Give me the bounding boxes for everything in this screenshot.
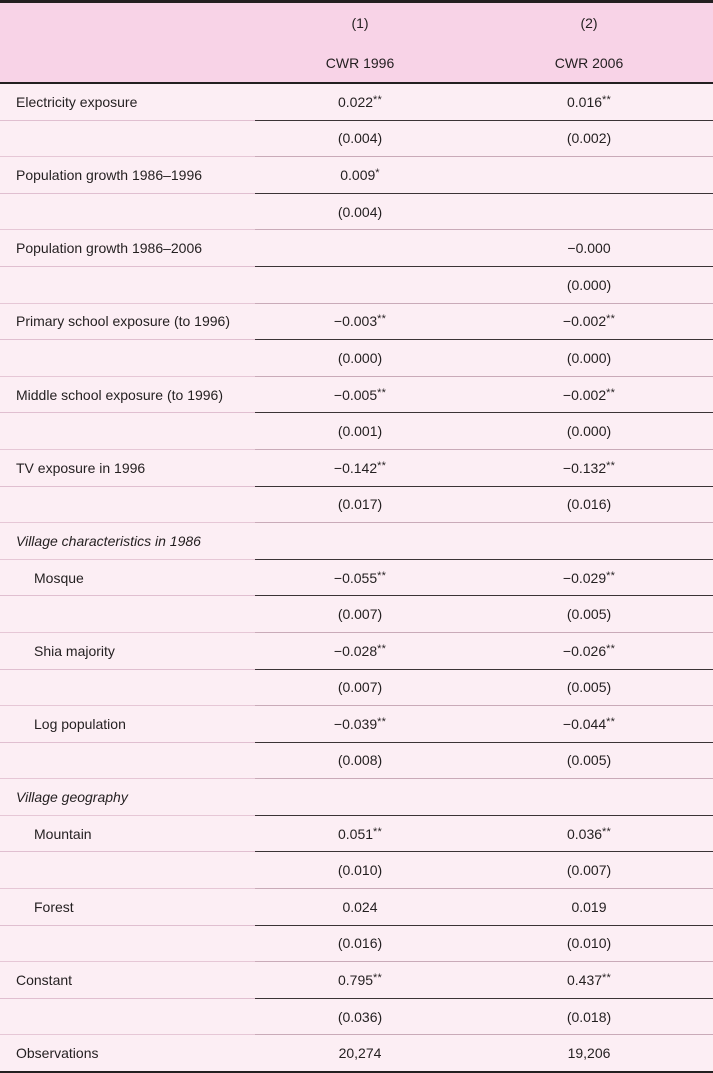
significance-stars: ** <box>377 569 387 582</box>
table-row <box>0 779 713 816</box>
coefficient-cell <box>255 230 485 267</box>
coefficient-cell: 0.022** <box>255 83 485 120</box>
coefficient-cell: −0.044** <box>485 706 713 743</box>
row-label: Constant <box>0 962 255 999</box>
coefficient-cell: 20,274 <box>255 1035 485 1072</box>
coefficient-cell: −0.039** <box>255 706 485 743</box>
table-row <box>0 523 713 560</box>
table-row <box>0 230 713 267</box>
coefficient-cell: 0.016** <box>485 83 713 120</box>
significance-stars: ** <box>606 313 616 326</box>
coefficient-cell: −0.142** <box>255 449 485 486</box>
section-heading: Village characteristics in 1986 <box>0 523 255 560</box>
table-row-standard-error <box>0 486 713 523</box>
table-row <box>0 1035 713 1072</box>
significance-stars: ** <box>377 386 387 399</box>
table-row <box>0 706 713 743</box>
row-label: Forest <box>0 889 255 926</box>
table-row-standard-error <box>0 596 713 633</box>
coefficient-cell: −0.003** <box>255 303 485 340</box>
coefficient-cell: 0.051** <box>255 815 485 852</box>
coefficient-cell: −0.002** <box>485 303 713 340</box>
table-row <box>0 632 713 669</box>
standard-error-cell: (0.036) <box>255 998 485 1035</box>
table-body <box>0 83 713 1072</box>
table-row-standard-error <box>0 742 713 779</box>
table-row-standard-error <box>0 193 713 230</box>
row-label-blank <box>0 669 255 706</box>
row-label-blank <box>0 742 255 779</box>
significance-stars: * <box>375 166 380 179</box>
standard-error-cell: (0.001) <box>255 413 485 450</box>
row-label: Log population <box>0 706 255 743</box>
row-label-blank <box>0 925 255 962</box>
significance-stars: ** <box>602 972 611 985</box>
coefficient-cell <box>485 779 713 816</box>
standard-error-cell: (0.010) <box>485 925 713 962</box>
table-row <box>0 815 713 852</box>
header-column-number-1: (1) <box>255 2 485 44</box>
coefficient-cell: 0.009* <box>255 157 485 194</box>
significance-stars: ** <box>373 972 382 985</box>
standard-error-cell: (0.005) <box>485 742 713 779</box>
coefficient-cell: −0.005** <box>255 376 485 413</box>
standard-error-cell: (0.000) <box>255 340 485 377</box>
significance-stars: ** <box>606 569 616 582</box>
section-heading: Village geography <box>0 779 255 816</box>
standard-error-cell: (0.016) <box>485 486 713 523</box>
row-label: Observations <box>0 1035 255 1072</box>
standard-error-cell: (0.002) <box>485 120 713 157</box>
significance-stars: ** <box>606 386 616 399</box>
row-label: Mosque <box>0 559 255 596</box>
standard-error-cell <box>255 266 485 303</box>
coefficient-cell: 0.036** <box>485 815 713 852</box>
coefficient-cell: −0.000 <box>485 230 713 267</box>
coefficient-cell <box>255 779 485 816</box>
row-label: Mountain <box>0 815 255 852</box>
standard-error-cell: (0.018) <box>485 998 713 1035</box>
coefficient-cell: 0.019 <box>485 889 713 926</box>
table-row-standard-error <box>0 852 713 889</box>
row-label-blank <box>0 998 255 1035</box>
table-row <box>0 449 713 486</box>
row-label-blank <box>0 266 255 303</box>
table-row <box>0 889 713 926</box>
row-label-blank <box>0 413 255 450</box>
standard-error-cell: (0.008) <box>255 742 485 779</box>
table-row-standard-error <box>0 669 713 706</box>
significance-stars: ** <box>377 313 387 326</box>
header-column-number-2: (2) <box>485 2 713 44</box>
standard-error-cell: (0.000) <box>485 266 713 303</box>
significance-stars: ** <box>373 825 382 838</box>
table-row-standard-error <box>0 998 713 1035</box>
table-row-standard-error <box>0 120 713 157</box>
row-label: Population growth 1986–1996 <box>0 157 255 194</box>
standard-error-cell: (0.004) <box>255 193 485 230</box>
row-label-blank <box>0 486 255 523</box>
header-row-column-numbers <box>0 2 713 44</box>
header-column-name-2: CWR 2006 <box>485 43 713 83</box>
table-row-standard-error <box>0 340 713 377</box>
coefficient-cell: −0.026** <box>485 632 713 669</box>
standard-error-cell: (0.016) <box>255 925 485 962</box>
table-row <box>0 962 713 999</box>
standard-error-cell: (0.010) <box>255 852 485 889</box>
significance-stars: ** <box>602 93 611 106</box>
coefficient-cell: 0.437** <box>485 962 713 999</box>
table-row <box>0 376 713 413</box>
header-column-name-1: CWR 1996 <box>255 43 485 83</box>
standard-error-cell: (0.004) <box>255 120 485 157</box>
row-label: Shia majority <box>0 632 255 669</box>
table-row-standard-error <box>0 266 713 303</box>
table-row-standard-error <box>0 925 713 962</box>
standard-error-cell: (0.007) <box>255 669 485 706</box>
header-stub-cell-2 <box>0 43 255 83</box>
row-label-blank <box>0 852 255 889</box>
standard-error-cell: (0.000) <box>485 340 713 377</box>
coefficient-cell <box>255 523 485 560</box>
row-label: Primary school exposure (to 1996) <box>0 303 255 340</box>
standard-error-cell: (0.007) <box>485 852 713 889</box>
standard-error-cell <box>485 193 713 230</box>
row-label: Population growth 1986–2006 <box>0 230 255 267</box>
standard-error-cell: (0.017) <box>255 486 485 523</box>
table-row-standard-error <box>0 413 713 450</box>
coefficient-cell: 0.024 <box>255 889 485 926</box>
significance-stars: ** <box>377 459 387 472</box>
table-row <box>0 83 713 120</box>
standard-error-cell: (0.005) <box>485 596 713 633</box>
coefficient-cell: −0.132** <box>485 449 713 486</box>
significance-stars: ** <box>606 715 616 728</box>
coefficient-cell: −0.029** <box>485 559 713 596</box>
significance-stars: ** <box>373 93 382 106</box>
coefficient-cell <box>485 523 713 560</box>
significance-stars: ** <box>377 642 387 655</box>
row-label: Middle school exposure (to 1996) <box>0 376 255 413</box>
significance-stars: ** <box>377 715 387 728</box>
standard-error-cell: (0.005) <box>485 669 713 706</box>
significance-stars: ** <box>602 825 611 838</box>
coefficient-cell: 19,206 <box>485 1035 713 1072</box>
table-row <box>0 303 713 340</box>
header-row-column-names <box>0 43 713 83</box>
standard-error-cell: (0.000) <box>485 413 713 450</box>
table-row <box>0 559 713 596</box>
coefficient-cell: −0.002** <box>485 376 713 413</box>
row-label: TV exposure in 1996 <box>0 449 255 486</box>
coefficient-cell: 0.795** <box>255 962 485 999</box>
standard-error-cell: (0.007) <box>255 596 485 633</box>
table-header <box>0 2 713 84</box>
coefficient-cell: −0.028** <box>255 632 485 669</box>
row-label-blank <box>0 120 255 157</box>
row-label-blank <box>0 340 255 377</box>
significance-stars: ** <box>606 642 616 655</box>
row-label-blank <box>0 596 255 633</box>
significance-stars: ** <box>606 459 616 472</box>
coefficient-cell: −0.055** <box>255 559 485 596</box>
row-label-blank <box>0 193 255 230</box>
table-row <box>0 157 713 194</box>
header-stub-cell <box>0 2 255 44</box>
coefficient-cell <box>485 157 713 194</box>
row-label: Electricity exposure <box>0 83 255 120</box>
